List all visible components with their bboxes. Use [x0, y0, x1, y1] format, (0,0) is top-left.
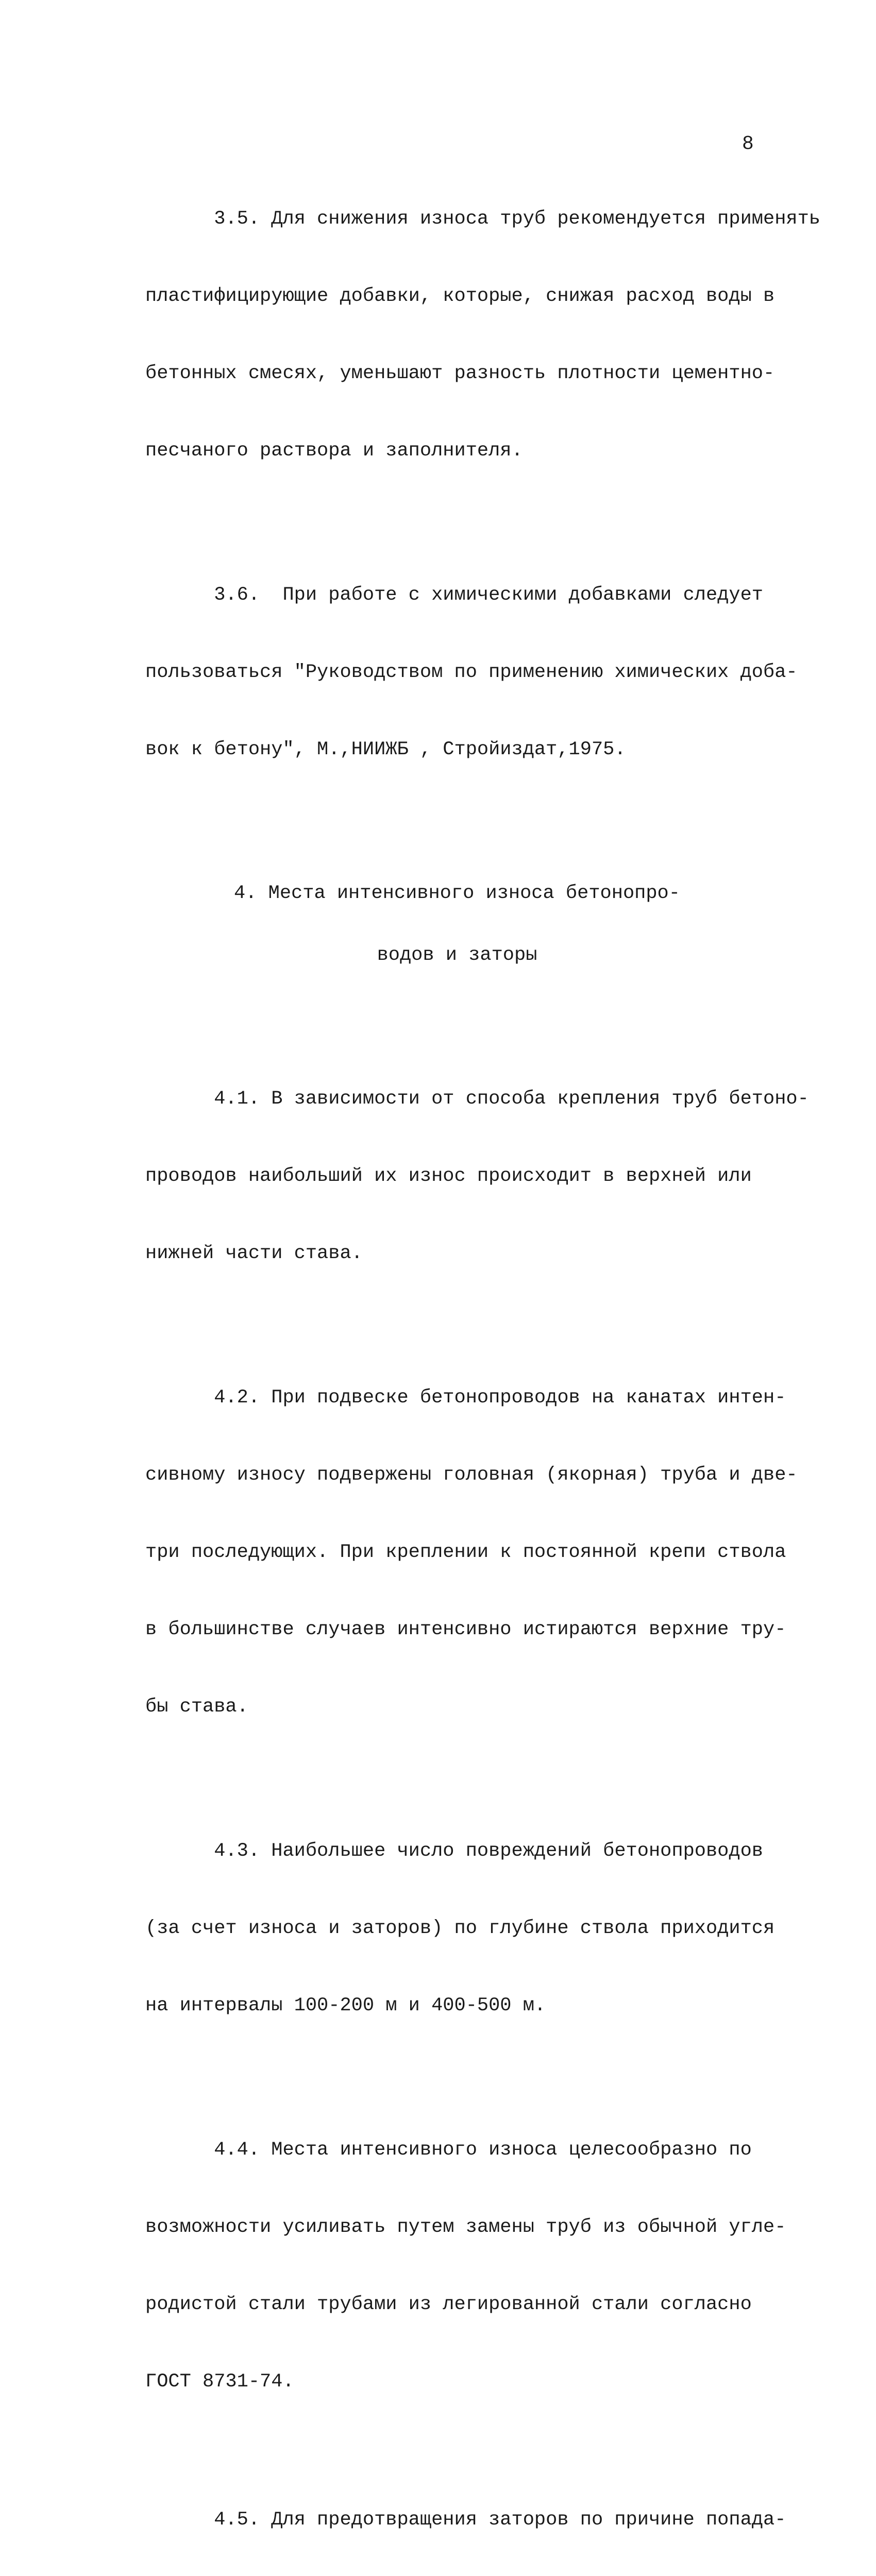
text-line: на интервалы 100-200 м и 400-500 м. [145, 1995, 546, 2016]
text-line: пластифицирующие добавки, которые, снижая расход воды в [145, 285, 775, 307]
paragraph-4-5 [145, 2455, 786, 2576]
text-line: пользоваться "Руководством по применению химических доба- [145, 662, 798, 683]
text-line: родистой стали трубами из легированной стали согласно [145, 2294, 752, 2315]
spacer [145, 1771, 769, 1787]
text-line: бетонных смесях, уменьшают разность плотности цементно- [145, 363, 775, 384]
text-line: песчаного раствора и заполнителя. [145, 440, 523, 462]
text-column [145, 155, 821, 2576]
section-4-heading [145, 842, 769, 1007]
text-line: 4.5. Для предотвращения заторов по причине попада- [145, 2509, 786, 2531]
text-line: бы става. [145, 1696, 248, 1718]
text-line: вок к бетону", М.,НИИЖБ , Стройиздат,1975. [145, 739, 626, 760]
paragraph-4-2 [145, 1333, 798, 1771]
text-line: 3.5. Для снижения износа труб рекомендуется применять [145, 208, 821, 230]
spacer [145, 1318, 769, 1333]
text-line: 4.4. Места интенсивного износа целесообразно по [145, 2139, 752, 2161]
text-line: 4.2. При подвеске бетонопроводов на канатах интен- [145, 1387, 786, 1409]
text-line: 4.1. В зависимости от способа крепления труб бетоно- [145, 1088, 809, 1110]
text-line: в большинстве случаев интенсивно истираются верхние тру- [145, 1619, 786, 1640]
text-line: 4.3. Наибольшее число повреждений бетонопроводов [145, 1840, 763, 1862]
text-line: (за счет износа и заторов) по глубине ствола приходится [145, 1918, 775, 1939]
heading-line: 4. Места интенсивного износа бетонопро- [234, 883, 680, 904]
text-line: возможности усиливать путем замены труб из обычной угле- [145, 2216, 786, 2238]
text-line: три последующих. При креплении к постоянной крепи ствола [145, 1541, 786, 1563]
spacer [145, 515, 769, 531]
paragraph-3-6 [145, 531, 798, 814]
page-number: 8 [742, 133, 754, 155]
text-line: сивному износу подвержены головная (якорная) труба и две- [145, 1464, 798, 1486]
spacer [145, 2446, 769, 2455]
paragraph-3-5 [145, 155, 821, 515]
text-line: нижней части става. [145, 1243, 363, 1264]
paragraph-4-1 [145, 1035, 809, 1318]
text-line: 3.6. При работе с химическими добавками следует [145, 584, 763, 606]
paragraph-4-4 [145, 2086, 786, 2446]
spacer [145, 814, 769, 842]
paragraph-4-3 [145, 1787, 775, 2070]
spacer [145, 1007, 769, 1035]
heading-line: водов и заторы [377, 944, 537, 966]
text-line: проводов наибольший их износ происходит в верхней или [145, 1165, 752, 1187]
spacer [145, 2070, 769, 2086]
text-line: ГОСТ 8731-74. [145, 2371, 294, 2393]
